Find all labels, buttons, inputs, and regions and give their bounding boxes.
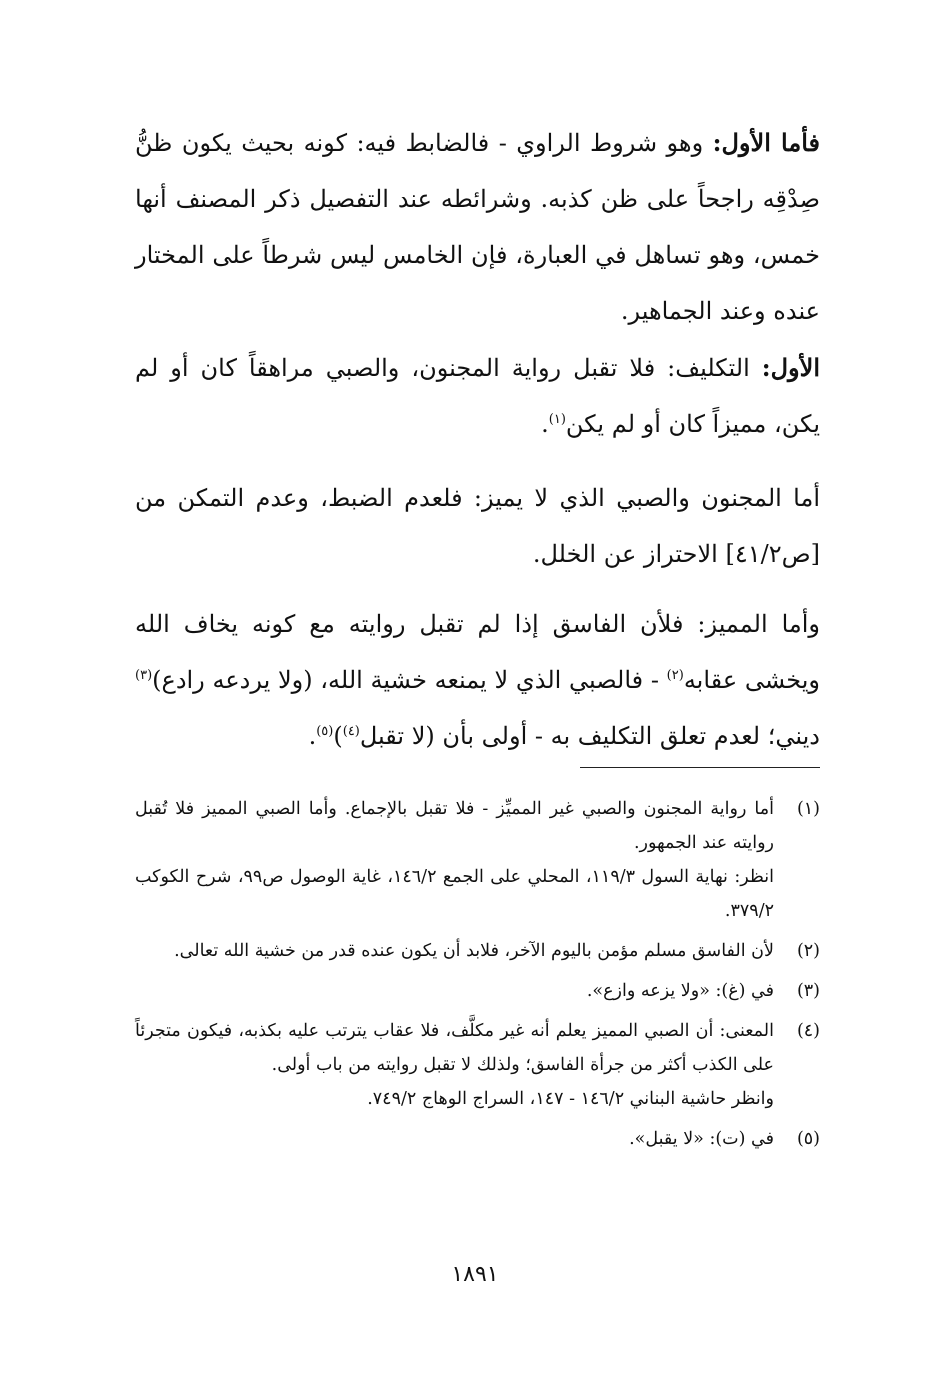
footnote-line: في (غ): «ولا يزعه وازع».	[586, 981, 774, 1001]
footnote-line: في (ت): «لا يقبل».	[629, 1129, 774, 1149]
footnote-line: المعنى: أن الصبي المميز يعلم أنه غير مكلَّف، فلا عقاب يترتب عليه بكذبه، فيكون متجرئاً على الكذب أكثر من جرأة الفاسق؛ ولذلك لا تقبل روايته من باب أولى.	[135, 1021, 774, 1075]
paragraph-text-a: وأما المميز: فلأن الفاسق إذا لم تقبل روايته مع كونه يخاف الله ويخشى عقابه	[135, 610, 821, 694]
footnote-line: انظر: نهاية السول ١١٩/٣، المحلي على الجمع ١٤٦/٢، غاية الوصول ص٩٩، شرح الكوكب ٣٧٩/٢.	[135, 867, 774, 921]
footnote-separator	[580, 767, 820, 768]
paragraph-text: وهو شروط الراوي - فالضابط فيه: كونه بحيث يكون ظنُّ صِدْقِه راجحاً على ظن كذبه. وشرائطه عند التفصيل ذكر المصنف أنها خمس، وهو تساهل في العبارة، فإن الخامس ليس شرطاً على المختار عنده وعند الجماهير.	[135, 129, 820, 325]
footnote-3	[135, 974, 820, 1008]
footnote-number: (٥)	[796, 1129, 820, 1149]
footnote-2	[135, 934, 820, 968]
footnotes	[135, 792, 820, 1162]
paragraph-lead: فأما الأول:	[712, 128, 820, 157]
footnote-ref-1[interactable]: (١)	[548, 412, 566, 427]
footnote-1	[135, 792, 820, 928]
footnote-ref-3[interactable]: (٣)	[135, 668, 153, 683]
paragraph-text: التكليف: فلا تقبل رواية المجنون، والصبي مراهقاً كان أو لم يكن، مميزاً كان أو لم يكن	[135, 354, 820, 438]
footnote-ref-2[interactable]: (٢)	[666, 668, 684, 683]
paragraph-end: .	[308, 722, 317, 750]
paragraph-end: .	[541, 410, 549, 438]
footnote-ref-4[interactable]: (٤)	[342, 724, 360, 739]
paragraph-majnun	[135, 470, 820, 582]
paragraph-text: أما المجنون والصبي الذي لا يميز: فلعدم الضبط، وعدم التمكن من [ص٤١/٢] الاحتراز عن الخلل.	[135, 484, 820, 568]
footnote-line: لأن الفاسق مسلم مؤمن باليوم الآخر، فلابد أن يكون عنده قدر من خشية الله تعالى.	[174, 941, 774, 961]
paragraph-taklif	[135, 340, 820, 452]
paragraph-text-c: ديني؛ لعدم تعلق التكليف به - أولى بأن (لا تقبل	[359, 722, 820, 750]
paragraph-first-condition-intro	[135, 115, 820, 339]
footnote-ref-5[interactable]: (٥)	[316, 724, 334, 739]
paragraph-text-d: )	[333, 722, 343, 750]
footnote-4	[135, 1014, 820, 1116]
page-number: ١٨٩١	[451, 1262, 499, 1287]
paragraph-lead: الأول:	[761, 353, 820, 382]
footnote-5	[135, 1122, 820, 1156]
paragraph-text-b: - فالصبي الذي لا يمنعه خشية الله، (ولا يردعه رادع)	[152, 666, 667, 694]
footnote-number: (٣)	[796, 981, 820, 1001]
footnote-number: (٢)	[796, 941, 820, 961]
footnote-number: (٤)	[796, 1021, 820, 1041]
footnote-number: (١)	[796, 799, 820, 819]
footnote-line: وانظر حاشية البناني ١٤٦/٢ - ١٤٧، السراج الوهاج ٧٤٩/٢.	[367, 1089, 774, 1109]
footnote-line: أما رواية المجنون والصبي غير المميِّز - فلا تقبل بالإجماع. وأما الصبي المميز فلا تُقبل روايته عند الجمهور.	[135, 799, 774, 853]
paragraph-mumayyiz	[135, 596, 820, 764]
